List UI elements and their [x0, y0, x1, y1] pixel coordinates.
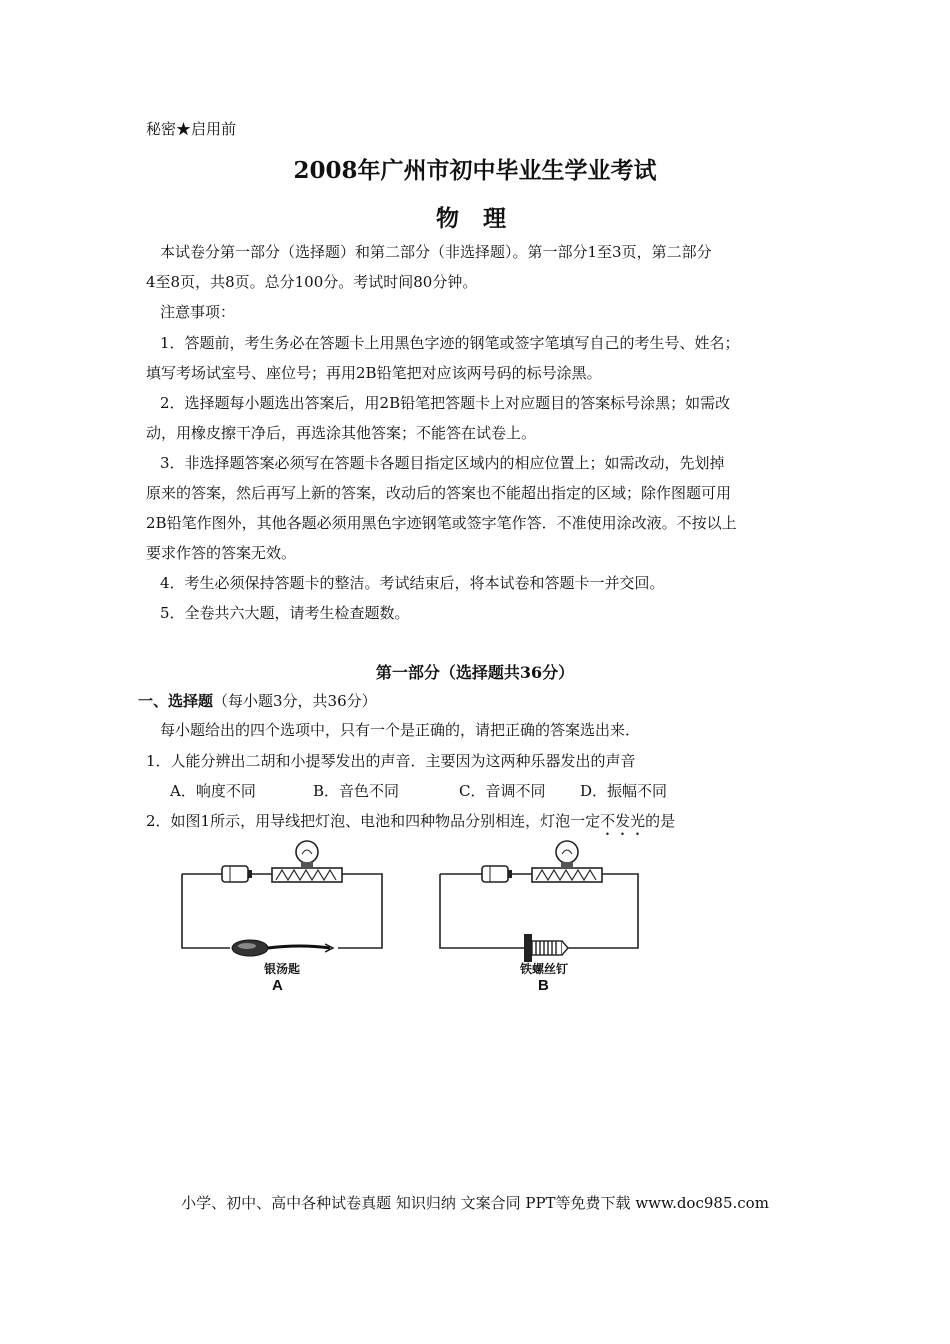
figure-b-letter: B	[538, 977, 549, 994]
note-2-line-1: 2．选择题每小题选出答案后，用2B铅笔把答题卡上对应题目的答案标号涂黑；如需改	[160, 394, 731, 412]
question-2-text-before: 2．如图1所示，用导线把灯泡、电池和四种物品分别相连，灯泡一定	[146, 812, 601, 830]
question-1-option-a: A．响度不同	[170, 782, 256, 800]
circuit-b	[440, 841, 638, 962]
subject-title: 物 理	[435, 205, 514, 232]
circuit-a-wire-right	[338, 874, 382, 948]
question-2-text-after: 的是	[645, 812, 676, 830]
section-heading	[138, 690, 377, 711]
circuit-a-wire-left	[182, 874, 230, 948]
note-2-line-2: 动，用橡皮擦干净后，再选涂其他答案；不能答在试卷上。	[146, 424, 537, 442]
circuit-b-wire-left	[440, 874, 524, 948]
secret-label: 秘密★启用前	[146, 120, 237, 138]
part-one-title: 第一部分（选择题共36分）	[375, 663, 575, 682]
question-2-emphasis: 不发光	[600, 812, 646, 830]
note-3-line-3: 2B铅笔作图外，其他各题必须用黑色字迹钢笔或签字笔作答．不准使用涂改液。不按以上	[146, 514, 737, 532]
silver-spoon-icon	[232, 940, 333, 956]
light-bulb-icon	[272, 841, 342, 882]
figure-a-letter: A	[272, 977, 283, 994]
intro-line-1: 本试卷分第一部分（选择题）和第二部分（非选择题）。第一部分1至3页，第二部分	[160, 243, 712, 261]
battery-icon	[222, 866, 252, 882]
section-label: 一、选择题	[138, 692, 214, 710]
light-bulb-icon	[532, 841, 602, 882]
exam-title: 2008年广州市初中毕业生学业考试	[293, 157, 657, 184]
question-1-text: 1．人能分辨出二胡和小提琴发出的声音．主要因为这两种乐器发出的声音	[146, 752, 636, 770]
note-3-line-2: 原来的答案，然后再写上新的答案，改动后的答案也不能超出指定的区域；除作图题可用	[146, 484, 732, 502]
figure-1-circuits	[170, 830, 650, 1000]
circuit-a	[182, 841, 382, 956]
intro-line-2: 4至8页，共8页。总分100分。考试时间80分钟。	[146, 273, 478, 291]
battery-icon	[482, 866, 512, 882]
notice-label: 注意事项：	[160, 303, 236, 321]
question-1-option-b: B．音色不同	[313, 782, 400, 800]
figure-a-caption: 银汤匙	[264, 962, 301, 976]
page-footer: 小学、初中、高中各种试卷真题 知识归纳 文案合同 PPT等免费下载 www.doc985.com	[181, 1194, 769, 1212]
circuit-b-wire-right	[562, 874, 638, 948]
question-1-option-c: C．音调不同	[459, 782, 546, 800]
note-1-line-2: 填写考场试室号、座位号；再用2B铅笔把对应该两号码的标号涂黑。	[146, 364, 602, 382]
note-3-line-1: 3．非选择题答案必须写在答题卡各题目指定区域内的相应位置上；如需改动，先划掉	[160, 454, 725, 472]
note-5-line-1: 5．全卷共六大题，请考生检查题数。	[160, 604, 410, 622]
section-note: （每小题3分，共36分）	[213, 692, 377, 710]
note-4-line-1: 4．考生必须保持答题卡的整洁。考试结束后，将本试卷和答题卡一并交回。	[160, 574, 665, 592]
figure-b-caption: 铁螺丝钉	[520, 962, 569, 976]
section-instruction: 每小题给出的四个选项中，只有一个是正确的，请把正确的答案选出来．	[160, 721, 641, 739]
question-1-option-d: D．振幅不同	[580, 782, 668, 800]
iron-screw-icon	[524, 934, 568, 962]
note-3-line-4: 要求作答的答案无效。	[146, 544, 297, 562]
note-1-line-1: 1．答题前，考生务必在答题卡上用黑色字迹的钢笔或签字笔填写自己的考生号、姓名；	[160, 334, 740, 352]
